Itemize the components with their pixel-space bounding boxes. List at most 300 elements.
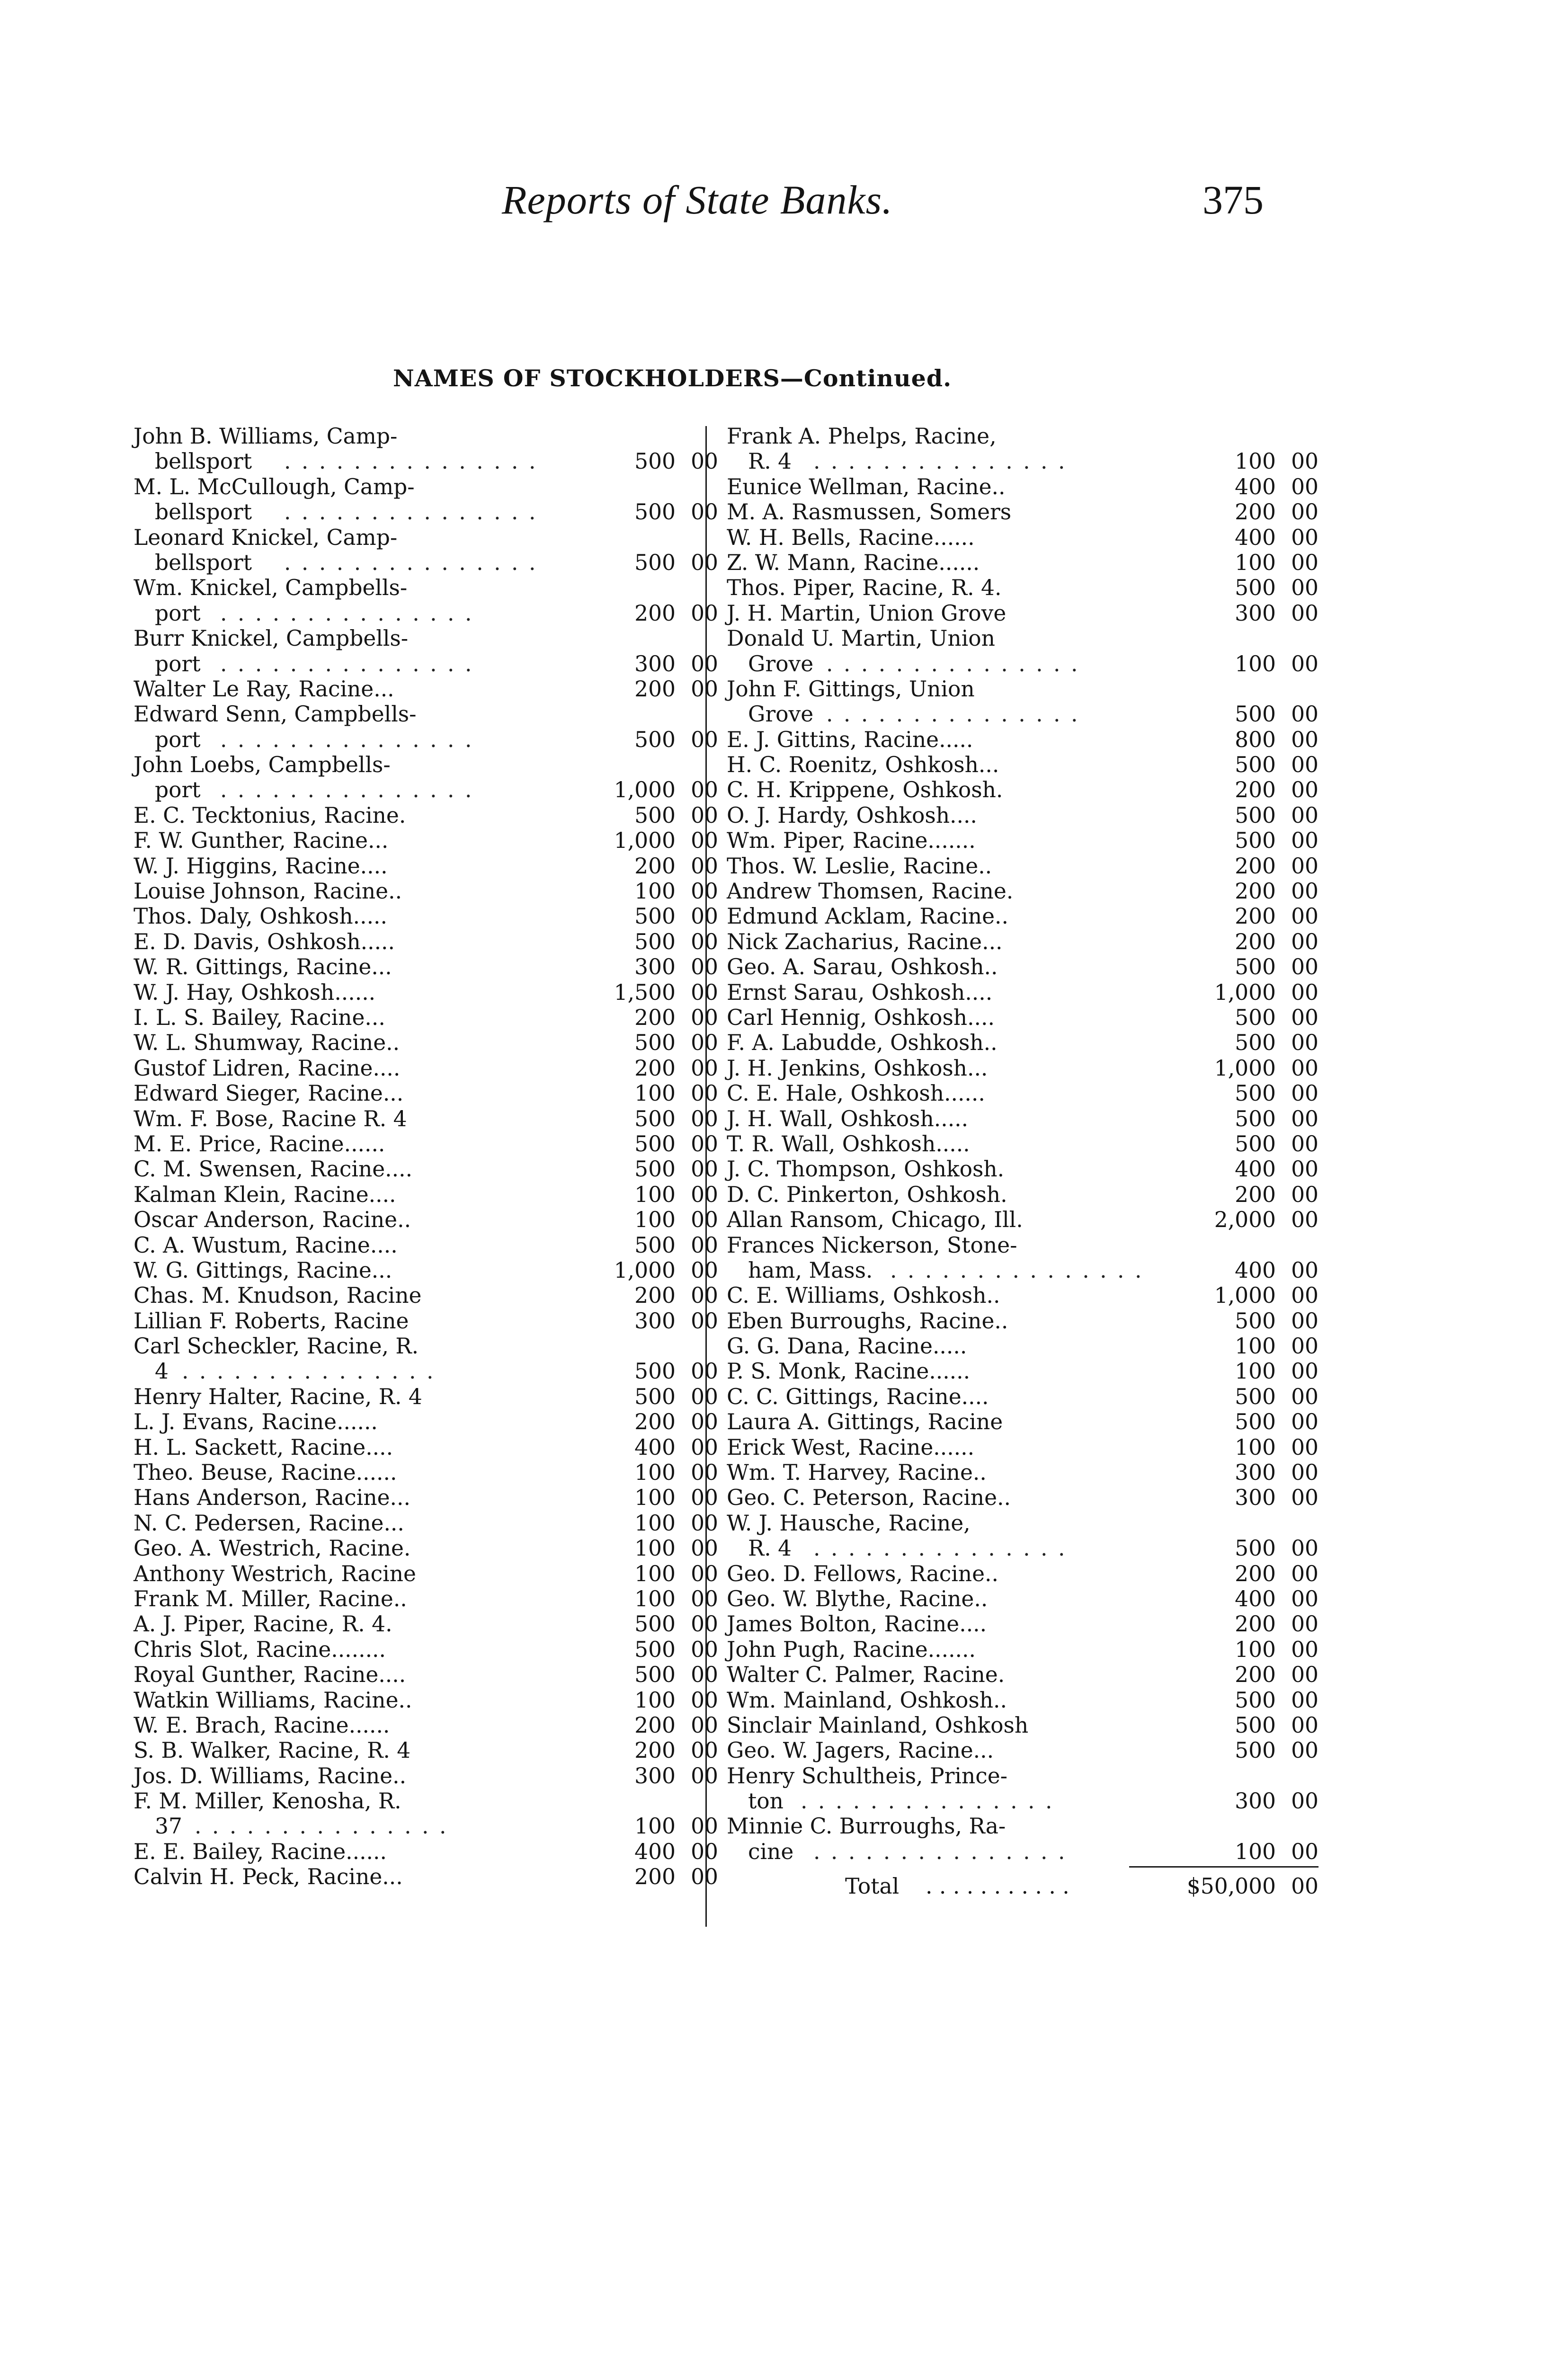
amount-cents: 00 [691, 651, 718, 676]
stockholder-row [134, 803, 718, 828]
amount-dollars: 500 [634, 1611, 676, 1637]
stockholder-row [727, 1384, 1319, 1409]
amount-dollars: 500 [634, 550, 676, 575]
stockholder-row [727, 651, 1319, 676]
stockholder-name: Walter Le Ray, Racine... [134, 676, 394, 702]
amount-dollars: 100 [634, 1460, 676, 1486]
amount-dollars: 100 [634, 1485, 676, 1511]
stockholder-name: Donald U. Martin, Union [727, 626, 995, 651]
amount-cents: 00 [1291, 904, 1319, 929]
stockholder-row [727, 777, 1319, 802]
stockholder-name: A. J. Piper, Racine, R. 4. [134, 1611, 392, 1637]
amount-dollars: 500 [1235, 1005, 1276, 1030]
amount-dollars: 200 [634, 853, 676, 879]
stockholder-name: ton [748, 1789, 784, 1814]
amount-dollars: 500 [1235, 702, 1276, 727]
stockholder-name: ham, Mass. [748, 1257, 873, 1283]
stockholder-row [134, 1131, 718, 1157]
stockholder-name: D. C. Pinkerton, Oshkosh. [727, 1182, 1007, 1207]
amount-dollars: 400 [634, 1434, 676, 1460]
stockholder-row [134, 1460, 718, 1485]
stockholder-row [727, 879, 1319, 904]
amount-dollars: 200 [634, 676, 676, 702]
stockholder-row [727, 1763, 1319, 1789]
share-amount [634, 1738, 718, 1763]
amount-dollars: 200 [1235, 777, 1276, 803]
stockholder-row [727, 1688, 1319, 1713]
stockholder-name: cine [748, 1839, 794, 1864]
total-row [727, 1870, 1319, 1903]
amount-cents: 00 [1291, 1409, 1319, 1435]
share-amount [1235, 904, 1319, 929]
amount-cents: 00 [1291, 575, 1319, 601]
amount-dollars: 200 [634, 1738, 676, 1763]
amount-cents: 00 [1291, 550, 1319, 575]
stockholder-name: Edward Senn, Campbells- [134, 702, 417, 727]
amount-dollars: 500 [634, 1157, 676, 1182]
stockholder-name: M. L. McCullough, Camp- [134, 474, 415, 499]
stockholder-row [134, 1864, 718, 1889]
share-amount [1235, 854, 1319, 879]
stockholder-name: Anthony Westrich, Racine [134, 1561, 416, 1586]
dot-leader: . . . . . . . . . . . . . . . [813, 449, 1067, 474]
stockholder-row [134, 1308, 718, 1334]
amount-cents: 00 [1291, 1536, 1319, 1561]
amount-cents: 00 [1291, 1637, 1319, 1662]
stockholder-name: Geo. W. Blythe, Racine.. [727, 1586, 988, 1611]
total-dollars: $50,000 [1186, 1874, 1276, 1899]
stockholder-row [727, 1611, 1319, 1637]
amount-dollars: 100 [634, 1207, 676, 1233]
amount-cents: 00 [1291, 979, 1319, 1005]
share-amount [1235, 1435, 1319, 1460]
share-amount [634, 1233, 718, 1258]
stockholder-row [134, 676, 718, 702]
stockholder-name: P. S. Monk, Racine...... [727, 1359, 971, 1384]
stockholder-row [727, 626, 1319, 651]
amount-cents: 00 [1291, 954, 1319, 980]
stockholder-name: Louise Johnson, Racine.. [134, 879, 402, 904]
amount-dollars: 300 [1235, 600, 1276, 626]
stockholder-row [134, 1637, 718, 1662]
share-amount [1235, 803, 1319, 828]
amount-cents: 00 [691, 954, 718, 980]
share-amount [1235, 1157, 1319, 1182]
amount-dollars: 100 [634, 879, 676, 904]
share-amount [634, 1485, 718, 1510]
share-amount [1235, 1485, 1319, 1510]
total-label: Total [845, 1874, 900, 1899]
share-amount [1235, 1081, 1319, 1106]
stockholder-row [134, 525, 718, 550]
amount-dollars: 500 [634, 1106, 676, 1131]
stockholder-name: Geo. D. Fellows, Racine.. [727, 1561, 998, 1586]
share-amount [1214, 980, 1319, 1005]
stockholder-row [727, 854, 1319, 879]
amount-dollars: 500 [1235, 1131, 1276, 1157]
stockholder-name: Theo. Beuse, Racine...... [134, 1460, 397, 1486]
amount-cents: 00 [1291, 1586, 1319, 1611]
share-amount [634, 1435, 718, 1460]
amount-dollars: 500 [634, 1384, 676, 1409]
amount-cents: 00 [1291, 853, 1319, 879]
stockholder-row [134, 1233, 718, 1258]
amount-cents: 00 [1291, 802, 1319, 828]
stockholder-row [727, 1713, 1319, 1738]
amount-cents: 00 [1291, 1182, 1319, 1207]
stockholder-row [134, 1106, 718, 1131]
dot-leader: . . . . . . . . . . . . . . . [195, 1814, 448, 1839]
stockholder-name: 4 [155, 1359, 169, 1384]
amount-dollars: 400 [1235, 474, 1276, 499]
stockholder-row [727, 828, 1319, 853]
stockholder-row [727, 1106, 1319, 1131]
dot-leader: . . . . . . . . . . . . . . . [826, 702, 1080, 727]
amount-cents: 00 [691, 1409, 718, 1435]
amount-dollars: 1,000 [614, 777, 676, 803]
share-amount [634, 1384, 718, 1409]
amount-dollars: 100 [634, 1586, 676, 1611]
amount-dollars: 200 [634, 1712, 676, 1738]
share-amount [614, 980, 718, 1005]
amount-dollars: 300 [1235, 1789, 1276, 1814]
share-amount [1235, 1005, 1319, 1030]
stockholder-row [727, 1359, 1319, 1384]
share-amount [634, 1207, 718, 1232]
share-amount [1214, 1056, 1319, 1081]
stockholder-row [727, 499, 1319, 525]
amount-cents: 00 [691, 879, 718, 904]
stockholder-row [727, 1056, 1319, 1081]
amount-dollars: 500 [1235, 752, 1276, 778]
share-amount [634, 1814, 718, 1839]
amount-cents: 00 [1291, 777, 1319, 803]
share-amount [634, 601, 718, 626]
amount-cents: 00 [1291, 1662, 1319, 1688]
stockholder-name: Erick West, Racine...... [727, 1434, 975, 1460]
stockholder-row [727, 1586, 1319, 1611]
share-amount [1235, 1611, 1319, 1637]
stockholder-name: port [155, 651, 201, 676]
stockholder-row [727, 550, 1319, 575]
amount-cents: 00 [1291, 1131, 1319, 1157]
stockholder-name: Geo. A. Sarau, Oshkosh.. [727, 954, 998, 980]
stockholder-row [134, 1435, 718, 1460]
stockholder-name: Laura A. Gittings, Racine [727, 1409, 1003, 1435]
stockholder-name: E. C. Tecktonius, Racine. [134, 802, 406, 828]
stockholder-row [134, 1611, 718, 1637]
amount-dollars: 500 [634, 1637, 676, 1662]
running-title: Reports of State Banks. [502, 177, 893, 222]
share-amount [634, 1056, 718, 1081]
stockholder-name: J. H. Jenkins, Oshkosh... [727, 1055, 988, 1081]
stockholder-name: Henry Schultheis, Prince- [727, 1763, 1007, 1789]
stockholder-row [134, 626, 718, 651]
amount-dollars: 500 [634, 1030, 676, 1056]
share-amount [614, 1258, 718, 1283]
stockholder-row [134, 1030, 718, 1055]
share-amount [1235, 474, 1319, 499]
amount-dollars: 1,000 [1214, 1283, 1276, 1308]
stockholder-name: Edward Sieger, Racine... [134, 1081, 404, 1106]
share-amount [1235, 1688, 1319, 1713]
amount-dollars: 300 [634, 1763, 676, 1789]
amount-cents: 00 [1291, 879, 1319, 904]
stockholder-row [727, 752, 1319, 777]
stockholder-row [134, 904, 718, 929]
stockholder-name: M. A. Rasmussen, Somers [727, 499, 1012, 525]
stockholder-row [727, 1157, 1319, 1182]
stockholder-name: W. J. Higgins, Racine.... [134, 853, 388, 879]
stockholder-name: W. J. Hay, Oshkosh...... [134, 979, 376, 1005]
share-amount [634, 954, 718, 979]
stockholder-row [134, 651, 718, 676]
amount-dollars: 500 [1235, 954, 1276, 980]
stockholder-name: C. C. Gittings, Racine.... [727, 1384, 989, 1409]
stockholder-name: Wm. F. Bose, Racine R. 4 [134, 1106, 407, 1131]
stockholder-name: M. E. Price, Racine...... [134, 1131, 385, 1157]
stockholder-name: W. J. Hausche, Racine, [727, 1510, 971, 1536]
amount-dollars: 100 [634, 1510, 676, 1536]
share-amount [634, 1359, 718, 1384]
stockholder-row [134, 1409, 718, 1434]
stockholder-row [727, 727, 1319, 752]
stockholder-name: W. R. Gittings, Racine... [134, 954, 392, 980]
stockholder-row [134, 727, 718, 752]
amount-cents: 00 [1291, 1055, 1319, 1081]
stockholder-name: G. G. Dana, Racine..... [727, 1334, 967, 1359]
share-amount [634, 1763, 718, 1789]
share-amount [1235, 1384, 1319, 1409]
amount-cents: 00 [691, 1055, 718, 1081]
share-amount [634, 1586, 718, 1611]
stockholder-row [134, 575, 718, 600]
dot-leader: . . . . . . . . . . . . . . . [284, 499, 538, 525]
amount-cents: 00 [1291, 1030, 1319, 1056]
stockholder-name: Edmund Acklam, Racine.. [727, 904, 1008, 929]
stockholder-name: Sinclair Mainland, Oshkosh [727, 1712, 1029, 1738]
amount-dollars: 1,500 [614, 979, 676, 1005]
share-amount [1235, 1839, 1319, 1864]
share-amount [1235, 1334, 1319, 1359]
amount-dollars: 500 [1235, 1106, 1276, 1131]
stockholder-name: Walter C. Palmer, Racine. [727, 1662, 1005, 1688]
amount-cents: 00 [1291, 1434, 1319, 1460]
share-amount [634, 1308, 718, 1334]
amount-cents: 00 [1291, 1359, 1319, 1384]
share-amount [1235, 550, 1319, 575]
stockholder-row [134, 1713, 718, 1738]
stockholder-name: Jos. D. Williams, Racine.. [134, 1763, 407, 1789]
stockholder-row [134, 1839, 718, 1864]
stockholder-row [727, 1789, 1319, 1814]
amount-dollars: 200 [634, 1055, 676, 1081]
amount-dollars: 500 [1235, 1384, 1276, 1409]
share-amount [634, 1106, 718, 1131]
share-amount [1235, 1359, 1319, 1384]
amount-cents: 00 [1291, 1334, 1319, 1359]
amount-cents: 00 [1291, 1283, 1319, 1308]
amount-cents: 00 [691, 1864, 718, 1890]
share-amount [1235, 499, 1319, 525]
amount-cents: 00 [1291, 1687, 1319, 1713]
stockholder-row [727, 1081, 1319, 1106]
amount-dollars: 100 [634, 1182, 676, 1207]
amount-dollars: 100 [634, 1814, 676, 1839]
stockholder-row [727, 1131, 1319, 1157]
amount-cents: 00 [1291, 1207, 1319, 1233]
amount-cents: 00 [691, 1182, 718, 1207]
amount-cents: 00 [691, 828, 718, 854]
stockholder-name: Thos. Piper, Racine, R. 4. [727, 575, 1002, 601]
stockholder-name: T. R. Wall, Oshkosh..... [727, 1131, 970, 1157]
amount-cents: 00 [691, 600, 718, 626]
dot-leader: . . . . . . . . . . . . . . . [220, 651, 474, 676]
stockholder-name: bellsport [155, 550, 252, 575]
stockholder-row [134, 1283, 718, 1308]
stockholder-name: C. E. Williams, Oshkosh.. [727, 1283, 1000, 1308]
amount-dollars: 400 [1235, 1157, 1276, 1182]
stockholder-row [727, 1814, 1319, 1839]
stockholder-row [134, 879, 718, 904]
stockholder-name: J. H. Wall, Oshkosh..... [727, 1106, 969, 1131]
amount-cents: 00 [691, 929, 718, 954]
amount-cents: 00 [691, 1283, 718, 1308]
share-amount [634, 1157, 718, 1182]
dot-leader: . . . . . . . . . . . . . . . [220, 727, 474, 752]
amount-dollars: 500 [634, 499, 676, 525]
amount-dollars: 100 [1235, 1359, 1276, 1384]
share-amount [1235, 1258, 1319, 1283]
share-amount [634, 1536, 718, 1561]
stockholder-row [134, 854, 718, 879]
stockholder-name: port [155, 727, 201, 752]
stockholder-name: Nick Zacharius, Racine... [727, 929, 1003, 954]
stockholder-row [727, 474, 1319, 499]
share-amount [1214, 1207, 1319, 1232]
amount-cents: 00 [1291, 1257, 1319, 1283]
amount-dollars: 1,000 [614, 828, 676, 854]
share-amount [634, 929, 718, 954]
amount-cents: 00 [691, 1510, 718, 1536]
share-amount [1235, 1536, 1319, 1561]
stockholder-row [727, 904, 1319, 929]
amount-cents: 00 [691, 1131, 718, 1157]
stockholder-name: Oscar Anderson, Racine.. [134, 1207, 411, 1233]
share-amount [1235, 1409, 1319, 1434]
share-amount [1235, 929, 1319, 954]
amount-dollars: 300 [634, 651, 676, 676]
amount-cents: 00 [691, 1536, 718, 1561]
amount-cents: 00 [691, 904, 718, 929]
stockholder-name: I. L. S. Bailey, Racine... [134, 1005, 385, 1030]
amount-dollars: 500 [1235, 1308, 1276, 1334]
amount-dollars: 500 [1235, 1030, 1276, 1056]
amount-cents: 00 [691, 1081, 718, 1106]
stockholder-name: E. J. Gittins, Racine..... [727, 727, 973, 752]
dot-leader: . . . . . . . . . . . . . . . [801, 1789, 1054, 1814]
stockholder-name: F. M. Miller, Kenosha, R. [134, 1789, 401, 1814]
amount-dollars: 200 [1235, 879, 1276, 904]
stockholder-name: H. C. Roenitz, Oshkosh... [727, 752, 999, 778]
share-amount [634, 1030, 718, 1055]
stockholder-name: Hans Anderson, Racine... [134, 1485, 410, 1511]
amount-cents: 00 [691, 1485, 718, 1511]
stockholder-name: W. H. Bells, Racine...... [727, 525, 975, 550]
amount-dollars: 500 [634, 1232, 676, 1258]
stockholder-name: Z. W. Mann, Racine...... [727, 550, 980, 575]
amount-dollars: 1,000 [1214, 1055, 1276, 1081]
amount-cents: 00 [1291, 1005, 1319, 1030]
stockholder-name: W. E. Brach, Racine...... [134, 1712, 390, 1738]
amount-cents: 00 [691, 853, 718, 879]
stockholder-name: John F. Gittings, Union [727, 676, 975, 702]
stockholder-row [727, 702, 1319, 727]
stockholder-row [134, 1561, 718, 1586]
amount-cents: 00 [1291, 600, 1319, 626]
stockholder-name: Gustof Lidren, Racine.... [134, 1055, 401, 1081]
stockholder-name: E. E. Bailey, Racine...... [134, 1839, 387, 1864]
stockholder-row [727, 449, 1319, 474]
page-header [0, 176, 1568, 233]
amount-cents: 00 [1291, 651, 1319, 676]
amount-dollars: 200 [1235, 499, 1276, 525]
stockholder-row [727, 803, 1319, 828]
stockholder-name: W. L. Shumway, Racine.. [134, 1030, 400, 1056]
stockholder-name: Frank A. Phelps, Racine, [727, 424, 997, 449]
dot-leader: . . . . . . . . . . . . . . . [813, 1536, 1067, 1561]
stockholder-name: Carl Scheckler, Racine, R. [134, 1334, 419, 1359]
dot-leader: . . . . . . . . . . . . . . . [182, 1359, 436, 1384]
share-amount [634, 854, 718, 879]
amount-cents: 00 [691, 676, 718, 702]
right-stockholder-column [727, 424, 1319, 1903]
amount-dollars: 200 [1235, 1611, 1276, 1637]
stockholder-row [134, 1738, 718, 1763]
share-amount [634, 1611, 718, 1637]
stockholder-name: C. A. Wustum, Racine.... [134, 1232, 398, 1258]
share-amount [1235, 1308, 1319, 1334]
stockholder-name: Allan Ransom, Chicago, Ill. [727, 1207, 1023, 1233]
stockholder-name: F. A. Labudde, Oshkosh.. [727, 1030, 998, 1056]
share-amount [1235, 1460, 1319, 1485]
amount-dollars: 300 [634, 1308, 676, 1334]
amount-dollars: 100 [1235, 1434, 1276, 1460]
amount-cents: 00 [691, 1712, 718, 1738]
stockholder-name: Wm. Piper, Racine....... [727, 828, 976, 854]
stockholder-row [134, 1586, 718, 1611]
stockholder-name: Henry Halter, Racine, R. 4 [134, 1384, 422, 1409]
share-amount [634, 1864, 718, 1889]
stockholder-row [727, 424, 1319, 449]
share-amount [1235, 752, 1319, 777]
share-amount [634, 449, 718, 474]
stockholder-name: Calvin H. Peck, Racine... [134, 1864, 403, 1890]
share-amount [1214, 1283, 1319, 1308]
stockholder-row [727, 1839, 1319, 1864]
stockholder-row [134, 449, 718, 474]
amount-cents: 00 [691, 802, 718, 828]
amount-dollars: 200 [1235, 904, 1276, 929]
amount-dollars: 500 [1235, 1409, 1276, 1435]
stockholder-name: Chas. M. Knudson, Racine [134, 1283, 422, 1308]
dot-leader: . . . . . . . . . . . . . . . [890, 1257, 1144, 1283]
stockholder-name: John Loebs, Campbells- [134, 752, 391, 778]
share-amount [634, 1688, 718, 1713]
amount-dollars: 100 [1235, 550, 1276, 575]
amount-dollars: 200 [1235, 1561, 1276, 1586]
amount-dollars: 1,000 [614, 1257, 676, 1283]
